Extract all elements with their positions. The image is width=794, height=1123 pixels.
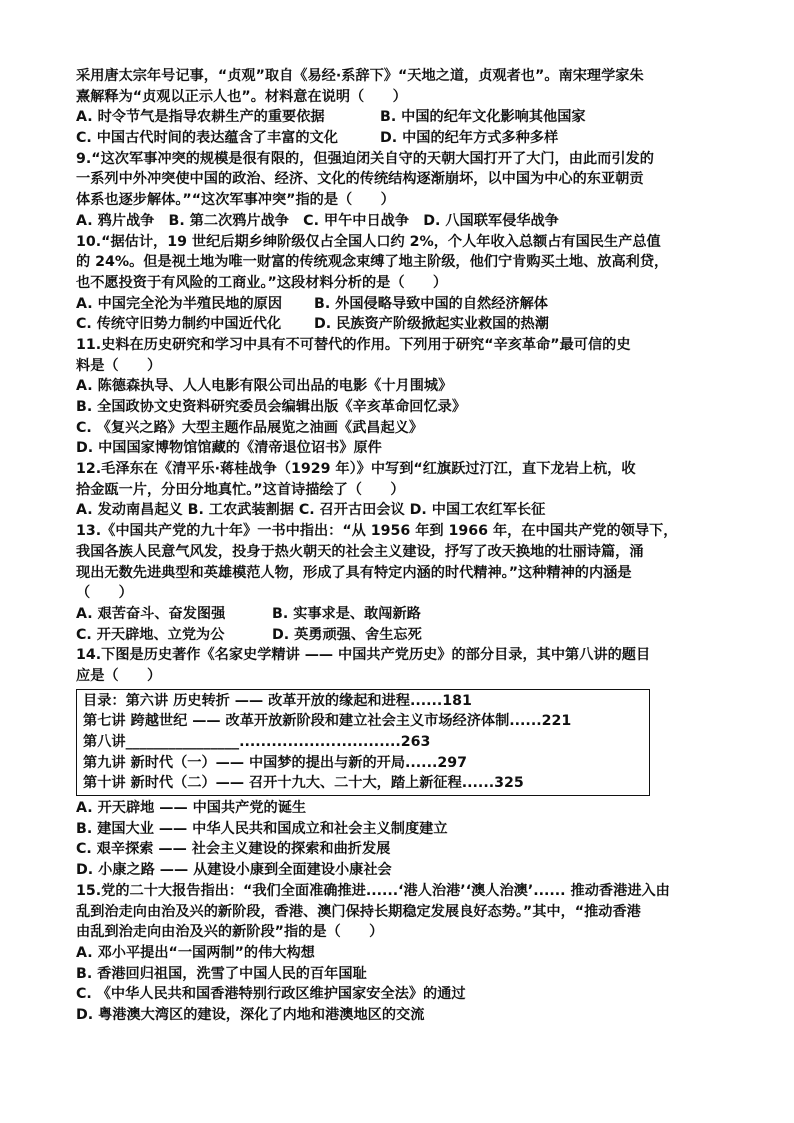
option-d: D. 民族资产阶级掀起实业救国的热潮	[314, 316, 549, 333]
option-a: A. 开天辟地 —— 中国共产党的诞生	[76, 800, 307, 817]
toc-line: 第八讲________________..............................263	[83, 734, 431, 750]
option-a: A. 中国完全沦为半殖民地的原因	[76, 295, 283, 312]
question-text-line: 也不愿投资于有风险的工商业。”这段材料分析的是（ ）	[76, 274, 448, 291]
option-row	[76, 294, 728, 315]
toc-line: 第十讲 新时代（二）—— 召开十九大、二十大，踏上新征程......325	[83, 775, 524, 792]
question-text-line: 15.党的二十大报告指出：“我们全面准确推进......‘港人治港’‘澳人治澳’...... 推动香港进入由	[76, 882, 670, 899]
question-text-line: 现出无数先进典型和英雄模范人物，形成了具有特定内涵的时代精神。”这种精神的内涵是	[76, 564, 632, 581]
question-8	[76, 66, 728, 149]
option-c: C. 《中华人民共和国香港特别行政区维护国家安全法》的通过	[76, 986, 466, 1003]
option-b: B. 香港回归祖国，洗雪了中国人民的百年国耻	[76, 965, 367, 982]
option-c: C. 传统守旧势力制约中国近代化	[76, 316, 282, 333]
question-text-line: （ ）	[76, 585, 133, 602]
option-row	[76, 314, 728, 335]
option-d: D. 粤港澳大湾区的建设，深化了内地和港澳地区的交流	[76, 1006, 425, 1023]
question-15	[76, 881, 728, 1026]
question-9	[76, 149, 728, 232]
question-text-line: 的 24%。但是视土地为唯一财富的传统观念束缚了地主阶级，他们宁肯购买土地、放高利贷，	[76, 254, 669, 271]
option-d: D. 中国国家博物馆馆藏的《清帝退位诏书》原件	[76, 440, 382, 457]
toc-line: 第七讲 跨越世纪 —— 改革开放新阶段和建立社会主义市场经济体制......221	[83, 713, 572, 730]
option-a: A. 时令节气是指导农耕生产的重要依据	[76, 109, 325, 126]
option-a: A. 陈德森执导、人人电影有限公司出品的电影《十月围城》	[76, 378, 453, 395]
question-10	[76, 232, 728, 335]
question-text-line: 9.“这次军事冲突的规模是很有限的，但强迫闭关自守的天朝大国打开了大门，由此而引发的	[76, 150, 654, 167]
question-13	[76, 521, 728, 645]
option-row	[76, 128, 728, 149]
question-text-line: 由乱到治走向由治及兴的新阶段”指的是（ ）	[76, 924, 384, 941]
question-text-line: 我国各族人民意气风发，投身于热火朝天的社会主义建设，抒写了改天换地的壮丽诗篇，涌	[76, 543, 644, 560]
question-text-line: 料是（ ）	[76, 357, 162, 374]
question-12	[76, 459, 728, 521]
question-text-line: 拾金瓯一片，分田分地真忙。”这首诗描绘了（ ）	[76, 481, 405, 498]
option-b: B. 全国政协文史资料研究委员会编辑出版《辛亥革命回忆录》	[76, 399, 467, 415]
option-b: B. 中国的纪年文化影响其他国家	[380, 109, 586, 126]
option-a: A. 邓小平提出“一国两制”的伟大构想	[76, 944, 315, 961]
option-b: B. 外国侵略导致中国的自然经济解体	[314, 295, 548, 312]
question-text-line: 熹解释为“贞观以正示人也”。材料意在说明（ ）	[76, 88, 407, 105]
option-row	[76, 107, 728, 128]
question-text-line: 应是（ ）	[76, 667, 162, 684]
question-text-line: 14.下图是历史著作《名家史学精讲 —— 中国共产党历史》的部分目录，其中第八讲的题目	[76, 647, 651, 664]
question-text-line: 13.《中国共产党的九十年》一书中指出：“从 1956 年到 1966 年，在中国共产党的领导下，	[76, 523, 678, 540]
question-text-line: 乱到治走向由治及兴的新阶段，香港、澳门保持长期稳定发展良好态势。”其中，“推动香港	[76, 903, 641, 920]
option-b: B. 建国大业 —— 中华人民共和国成立和社会主义制度建立	[76, 820, 448, 837]
option-d: D. 中国的纪年方式多种多样	[380, 130, 559, 147]
option-row	[76, 625, 728, 646]
option-row: A. 发动南昌起义 B. 工农武装割据 C. 召开古田会议 D. 中国工农红军长征	[76, 502, 546, 519]
question-text-line: 10.“据估计，19 世纪后期乡绅阶级仅占全国人口约 2%，个人年收入总额占有国民生产总值	[76, 233, 661, 250]
table-of-contents-box	[76, 689, 650, 796]
toc-line: 第九讲 新时代（一）—— 中国梦的提出与新的开局......297	[83, 754, 467, 771]
option-b: B. 实事求是、敢闯新路	[272, 605, 421, 622]
option-c: C. 中国古代时间的表达蕴含了丰富的文化	[76, 130, 338, 147]
option-c: C. 开天辟地、立党为公	[76, 626, 225, 643]
question-text-line: 一系列中外冲突使中国的政治、经济、文化的传统结构逐渐崩坏，以中国为中心的东亚朝贡	[76, 171, 644, 188]
option-d: D. 英勇顽强、舍生忘死	[272, 626, 422, 643]
toc-line: 目录：第六讲 历史转折 —— 改革开放的缘起和进程......181	[83, 692, 472, 709]
question-text-line: 体系也逐步解体。”“这次军事冲突”指的是（ ）	[76, 192, 395, 209]
option-c: C. 《复兴之路》大型主题作品展览之油画《武昌起义》	[76, 419, 424, 436]
option-d: D. 小康之路 —— 从建设小康到全面建设小康社会	[76, 862, 392, 879]
question-14	[76, 645, 728, 881]
question-sheet	[76, 66, 728, 1026]
question-text-line: 采用唐太宗年号记事，“贞观”取自《易经·系辞下》“天地之道，贞观者也”。南宋理学家朱	[76, 68, 644, 84]
question-text-line: 11.史料在历史研究和学习中具有不可替代的作用。下列用于研究“辛亥革命”最可信的史	[76, 336, 631, 353]
question-text-line: 12.毛泽东在《清平乐·蒋桂战争（1929 年）》中写到“红旗跃过汀江，直下龙岩上杭，收	[76, 461, 636, 478]
option-c: C. 艰辛探索 —— 社会主义建设的探索和曲折发展	[76, 841, 391, 858]
option-row	[76, 604, 728, 625]
question-11	[76, 335, 728, 459]
option-a: A. 艰苦奋斗、奋发图强	[76, 605, 226, 622]
option-row: A. 鸦片战争 B. 第二次鸦片战争 C. 甲午中日战争 D. 八国联军侵华战争	[76, 212, 559, 229]
